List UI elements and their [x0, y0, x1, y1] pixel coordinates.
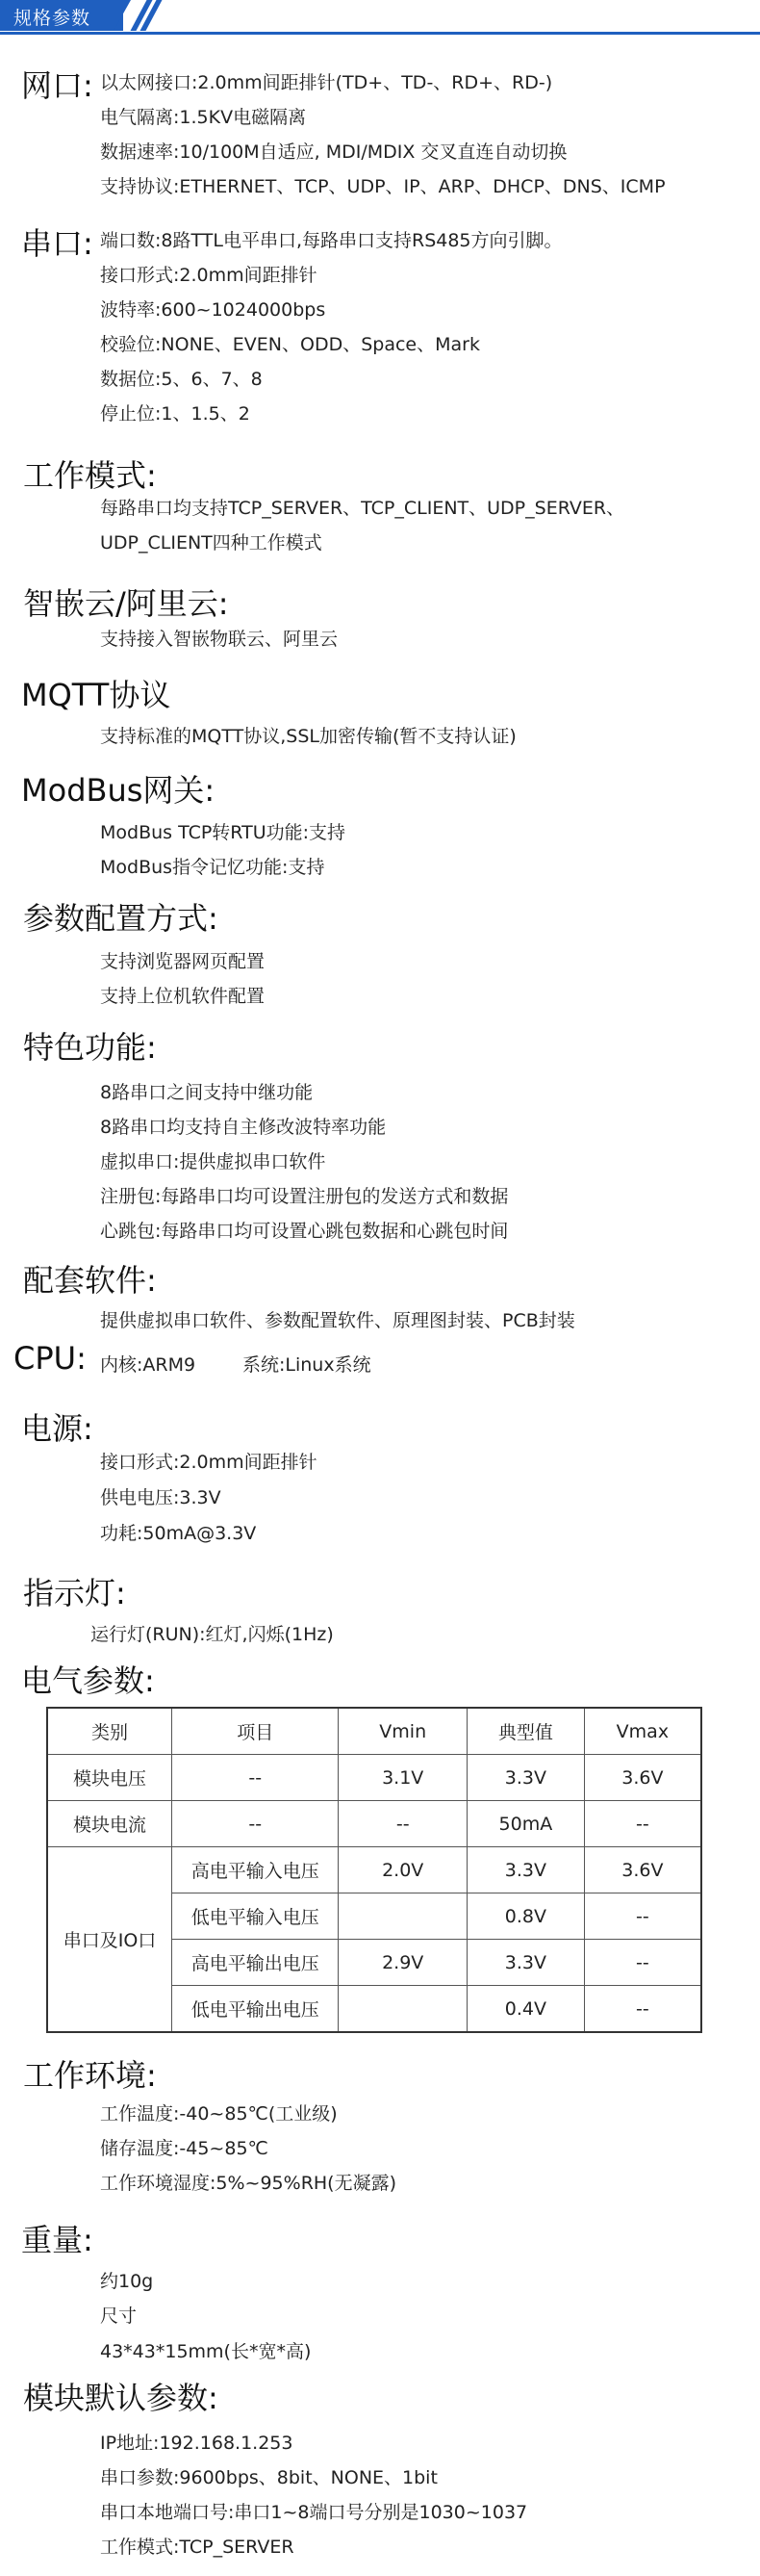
table-cell: 3.6V — [584, 1847, 701, 1893]
table-cell: 2.9V — [339, 1940, 468, 1986]
features-line: 虚拟串口:提供虚拟串口软件 — [100, 1151, 326, 1172]
serial-line: 接口形式:2.0mm间距排针 — [100, 265, 317, 286]
cloud-heading: 智嵌云/阿里云: — [23, 585, 229, 622]
cpu-heading: CPU: — [13, 1340, 87, 1377]
table-cell — [339, 1893, 468, 1940]
table-cell: 3.1V — [339, 1755, 468, 1801]
table-header-cell: Vmin — [339, 1708, 468, 1755]
mqtt-line: 支持标准的MQTT协议,SSL加密传输(暂不支持认证) — [100, 726, 517, 747]
network-line: 数据速率:10/100M自适应, MDI/MDIX 交叉直连自动切换 — [100, 142, 568, 163]
power-line: 接口形式:2.0mm间距排针 — [100, 1452, 317, 1473]
config-heading: 参数配置方式: — [23, 900, 218, 937]
weight-line: 尺寸 — [100, 2306, 138, 2327]
table-cell: 低电平输入电压 — [172, 1893, 339, 1940]
features-line: 注册包:每路串口均可设置注册包的发送方式和数据 — [100, 1186, 509, 1207]
features-heading: 特色功能: — [23, 1029, 157, 1066]
work-mode-line: UDP_CLIENT四种工作模式 — [100, 532, 322, 554]
table-row — [47, 1847, 701, 1893]
network-heading: 网口: — [21, 67, 93, 104]
table-cell: 50mA — [468, 1801, 585, 1847]
cloud-line: 支持接入智嵌物联云、阿里云 — [100, 629, 339, 650]
work-mode-heading: 工作模式: — [23, 457, 157, 494]
banner-slant — [114, 0, 131, 31]
network-line: 电气隔离:1.5KV电磁隔离 — [100, 107, 307, 128]
environment-line: 储存温度:-45~85℃ — [100, 2138, 268, 2159]
network-line: 以太网接口:2.0mm间距排针(TD+、TD-、RD+、RD-) — [100, 72, 553, 93]
table-cell: 3.3V — [468, 1755, 585, 1801]
table-header-cell: 项目 — [172, 1708, 339, 1755]
table-row — [47, 1755, 701, 1801]
defaults-line: IP地址:192.168.1.253 — [100, 2433, 293, 2454]
table-header-cell: 类别 — [47, 1708, 172, 1755]
table-cell: -- — [584, 1940, 701, 1986]
cpu-system: 系统:Linux系统 — [242, 1354, 371, 1376]
table-header-cell: 典型值 — [468, 1708, 585, 1755]
electrical-table — [46, 1707, 702, 2033]
config-line: 支持上位机软件配置 — [100, 986, 266, 1007]
table-cell: -- — [584, 1986, 701, 2033]
defaults-line: 串口本地端口号:串口1~8端口号分别是1030~1037 — [100, 2502, 528, 2523]
modbus-line: ModBus TCP转RTU功能:支持 — [100, 822, 346, 843]
features-line: 8路串口之间支持中继功能 — [100, 1082, 314, 1103]
network-line: 支持协议:ETHERNET、TCP、UDP、IP、ARP、DHCP、DNS、ICMP — [100, 176, 666, 197]
serial-line: 波特率:600~1024000bps — [100, 299, 326, 321]
table-cell: 高电平输出电压 — [172, 1940, 339, 1986]
table-cell: 3.3V — [468, 1847, 585, 1893]
banner-rule — [0, 32, 760, 35]
weight-line: 约10g — [100, 2271, 154, 2292]
power-line: 供电电压:3.3V — [100, 1487, 221, 1508]
power-line: 功耗:50mA@3.3V — [100, 1523, 257, 1544]
config-line: 支持浏览器网页配置 — [100, 951, 266, 972]
indicator-line: 运行灯(RUN):红灯,闪烁(1Hz) — [90, 1624, 334, 1645]
table-cell: -- — [172, 1801, 339, 1847]
environment-heading: 工作环境: — [23, 2057, 157, 2094]
table-category-cell: 串口及IO口 — [47, 1847, 172, 2033]
modbus-line: ModBus指令记忆功能:支持 — [100, 857, 325, 878]
table-cell: 模块电压 — [47, 1755, 172, 1801]
section-banner — [0, 0, 760, 37]
table-cell: 低电平输出电压 — [172, 1986, 339, 2033]
software-heading: 配套软件: — [23, 1262, 157, 1299]
mqtt-heading: MQTT协议 — [21, 677, 171, 713]
table-cell: 模块电流 — [47, 1801, 172, 1847]
table-cell — [339, 1986, 468, 2033]
table-cell: -- — [339, 1801, 468, 1847]
defaults-line: 串口参数:9600bps、8bit、NONE、1bit — [100, 2467, 438, 2488]
environment-line: 工作环境湿度:5%~95%RH(无凝露) — [100, 2173, 397, 2194]
table-cell: 3.3V — [468, 1940, 585, 1986]
environment-line: 工作温度:-40~85℃(工业级) — [100, 2103, 338, 2125]
indicator-heading: 指示灯: — [23, 1575, 126, 1611]
features-line: 心跳包:每路串口均可设置心跳包数据和心跳包时间 — [100, 1221, 509, 1242]
work-mode-line: 每路串口均支持TCP_SERVER、TCP_CLIENT、UDP_SERVER、 — [100, 498, 625, 519]
serial-line: 数据位:5、6、7、8 — [100, 369, 263, 390]
table-cell: 2.0V — [339, 1847, 468, 1893]
table-cell: 0.4V — [468, 1986, 585, 2033]
table-header-cell: Vmax — [584, 1708, 701, 1755]
power-heading: 电源: — [21, 1410, 93, 1447]
table-cell: -- — [584, 1893, 701, 1940]
features-line: 8路串口均支持自主修改波特率功能 — [100, 1117, 387, 1138]
software-line: 提供虚拟串口软件、参数配置软件、原理图封装、PCB封装 — [100, 1310, 575, 1331]
modbus-heading: ModBus网关: — [21, 772, 215, 809]
serial-line: 校验位:NONE、EVEN、ODD、Space、Mark — [100, 334, 480, 355]
table-header-row — [47, 1708, 701, 1755]
electrical-heading: 电气参数: — [21, 1662, 155, 1699]
table-cell: 0.8V — [468, 1893, 585, 1940]
defaults-line: 工作模式:TCP_SERVER — [100, 2537, 294, 2558]
table-cell: -- — [584, 1801, 701, 1847]
weight-line: 43*43*15mm(长*宽*高) — [100, 2341, 312, 2362]
table-cell: 高电平输入电压 — [172, 1847, 339, 1893]
table-cell: 3.6V — [584, 1755, 701, 1801]
serial-line: 停止位:1、1.5、2 — [100, 403, 250, 425]
serial-line: 端口数:8路TTL电平串口,每路串口支持RS485方向引脚。 — [100, 230, 563, 251]
table-cell: -- — [172, 1755, 339, 1801]
banner-title: 规格参数 — [13, 8, 91, 29]
weight-heading: 重量: — [21, 2222, 93, 2258]
serial-heading: 串口: — [21, 225, 93, 262]
defaults-heading: 模块默认参数: — [23, 2380, 218, 2416]
cpu-core: 内核:ARM9 — [100, 1354, 196, 1376]
table-row — [47, 1801, 701, 1847]
